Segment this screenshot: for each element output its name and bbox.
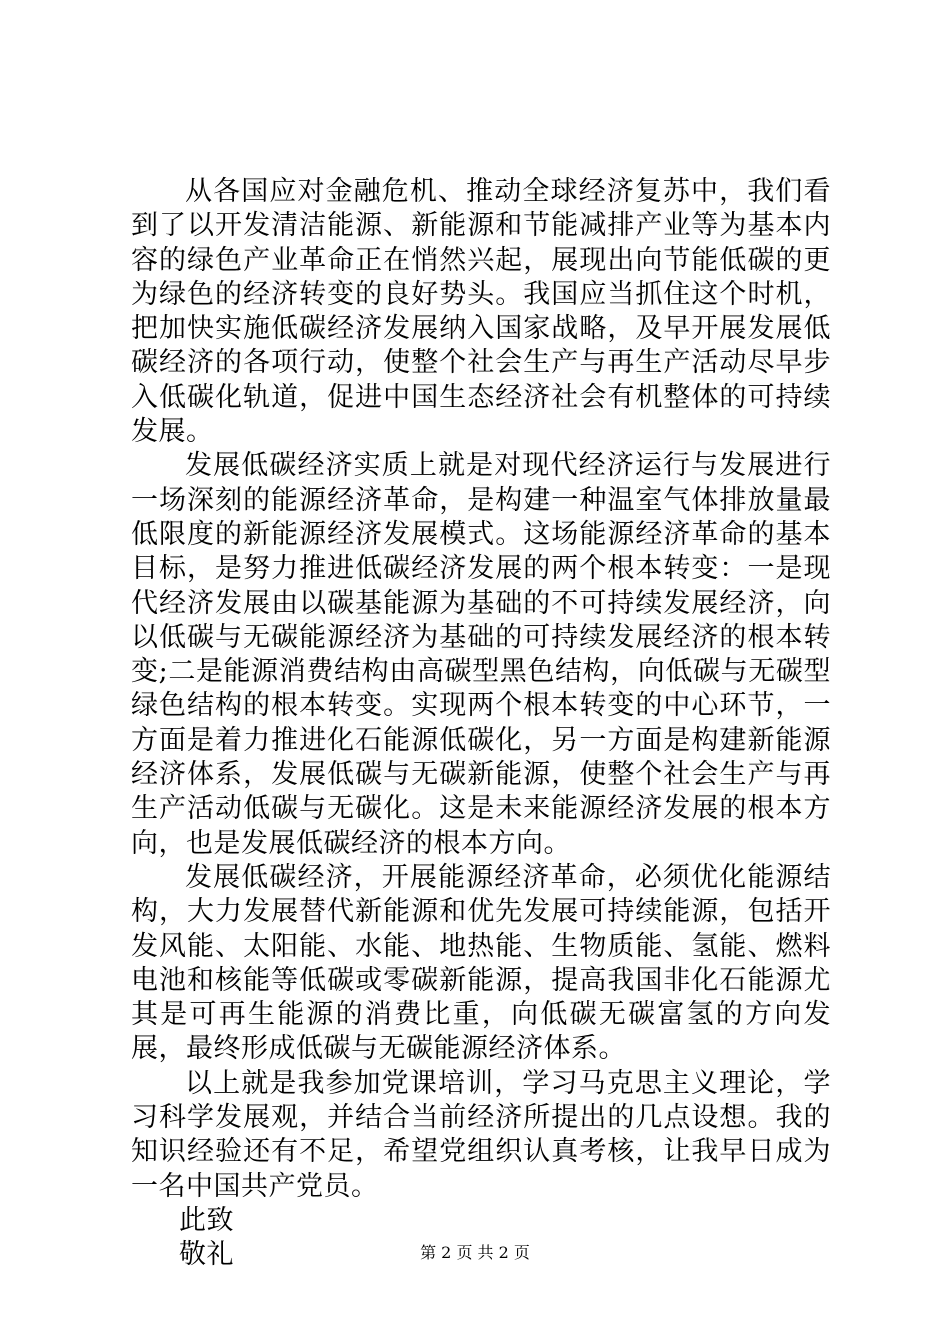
closing-salutation: 此致	[179, 1204, 234, 1236]
paragraph-2: 发展低碳经济实质上就是对现代经济运行与发展进行一场深刻的能源经济革命，是构建一种温室气体排放量最低限度的新能源经济发展模式。这场能源经济革命的基本目标，是努力推进低碳经济发展的两个根本转变：一是现代经济发展由以碳基能源为基础的不可持续发展经济，向以低碳与无碳能源经济为基础的可持续发展经济的根本转变;二是能源消费结构由高碳型黑色结构，向低碳与无碳型绿色结构的根本转变。实现两个根本转变的中心环节，一方面是着力推进化石能源低碳化，另一方面是构建新能源经济体系，发展低碳与无碳新能源，使整个社会生产与再生产活动低碳与无碳化。这是未来能源经济发展的根本方向，也是发展低碳经济的根本方向。	[131, 450, 831, 859]
paragraph-1: 从各国应对金融危机、推动全球经济复苏中，我们看到了以开发清洁能源、新能源和节能减排产业等为基本内容的绿色产业革命正在悄然兴起，展现出向节能低碳的更为绿色的经济转变的良好势头。我国应当抓住这个时机，把加快实施低碳经济发展纳入国家战略，及早开展发展低碳经济的各项行动，使整个社会生产与再生产活动尽早步入低碳化轨道，促进中国生态经济社会有机整体的可持续发展。	[131, 176, 831, 448]
paragraph-3: 发展低碳经济，开展能源经济革命，必须优化能源结构，大力发展替代新能源和优先发展可持续能源，包括开发风能、太阳能、水能、地热能、生物质能、氢能、燃料电池和核能等低碳或零碳新能源，提高我国非化石能源尤其是可再生能源的消费比重，向低碳无碳富氢的方向发展，最终形成低碳与无碳能源经济体系。	[131, 861, 831, 1065]
closing-regards: 敬礼	[179, 1239, 234, 1271]
document-body	[131, 175, 831, 1273]
page-footer: 第 2 页 共 2 页	[420, 1243, 530, 1262]
paragraph-4: 以上就是我参加党课培训，学习马克思主义理论，学习科学发展观，并结合当前经济所提出的几点设想。我的知识经验还有不足，希望党组织认真考核，让我早日成为一名中国共产党员。	[131, 1067, 831, 1202]
